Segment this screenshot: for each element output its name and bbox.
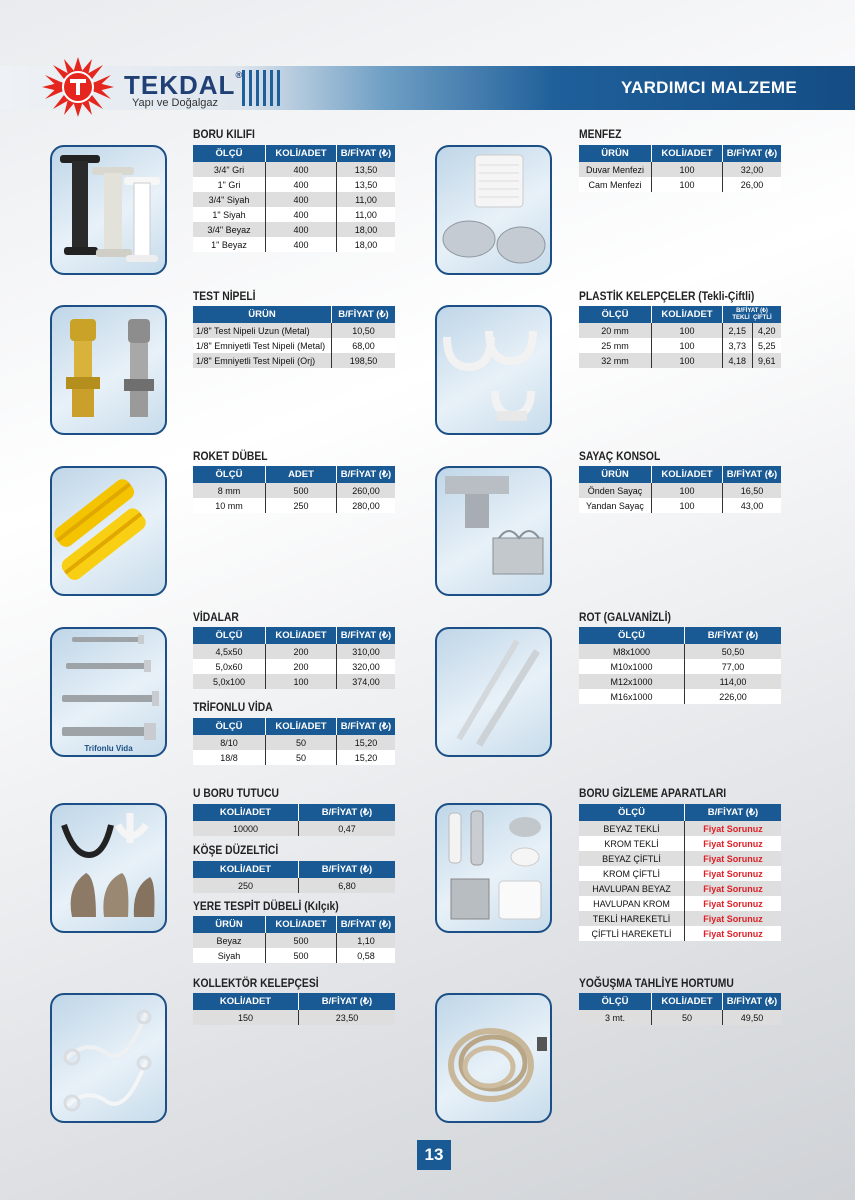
col-header: B/FİYAT (₺) — [685, 804, 782, 821]
col-header: KOLİ/ADET — [266, 627, 337, 644]
pipe-sleeve-image — [52, 147, 165, 273]
table-row — [193, 933, 395, 948]
col-header: ÜRÜN — [193, 916, 266, 933]
table-cell: 0,58 — [337, 948, 396, 963]
table-row — [193, 878, 395, 893]
table-cell: 32,00 — [723, 162, 782, 177]
table-row — [579, 836, 781, 851]
col-header: B/FİYAT (₺) — [299, 804, 396, 821]
table-cell: 50 — [266, 750, 337, 765]
roket-dubel-title: ROKET DÜBEL — [193, 449, 268, 463]
table-cell: 11,00 — [337, 207, 396, 222]
col-header: B/FİYAT (₺) — [723, 993, 782, 1010]
col-header: ÖLÇÜ — [193, 466, 266, 483]
menfez-title: MENFEZ — [579, 127, 622, 141]
yogusma-title: YOĞUŞMA TAHLİYE HORTUMU — [579, 976, 734, 990]
table-cell: BEYAZ TEKLİ — [579, 821, 685, 836]
col-header: B/FİYAT (₺) — [332, 306, 396, 323]
table-cell: 200 — [266, 659, 337, 674]
table-cell: ÇİFTLİ HAREKETLİ — [579, 926, 685, 941]
col-header: KOLİ/ADET — [193, 861, 299, 878]
table-cell: 18,00 — [337, 222, 396, 237]
table-cell: 2,15 — [723, 323, 753, 338]
col-header: B/FİYAT (₺) — [299, 993, 396, 1010]
col-header: B/FİYAT (₺) — [337, 718, 396, 735]
table-cell: 49,50 — [723, 1010, 782, 1025]
rot-title: ROT (GALVANİZLİ) — [579, 610, 671, 624]
table-cell: Cam Menfezi — [579, 177, 652, 192]
table-cell: 15,20 — [337, 735, 396, 750]
table-cell: 400 — [266, 192, 337, 207]
table-cell: 5,25 — [752, 338, 781, 353]
table-cell: 50,50 — [685, 644, 782, 659]
table-row — [193, 192, 395, 207]
sayac-table — [579, 466, 781, 513]
table-cell: 400 — [266, 237, 337, 252]
wall-plug-image — [52, 468, 165, 594]
kollektor-title: KOLLEKTÖR KELEPÇESİ — [193, 976, 319, 990]
plastik-photo — [435, 305, 552, 435]
vidalar-photo — [50, 627, 167, 757]
table-cell: 26,00 — [723, 177, 782, 192]
table-row — [579, 689, 781, 704]
table-cell: 226,00 — [685, 689, 782, 704]
table-cell: 11,00 — [337, 192, 396, 207]
col-header: KOLİ/ADET — [652, 466, 723, 483]
table-row — [579, 177, 781, 192]
pipe-cover-image — [437, 805, 550, 931]
subheader-tekli: TEKLİ — [732, 314, 750, 321]
subheader-ciftli: ÇİFTLİ — [753, 314, 772, 321]
table-row — [193, 750, 395, 765]
table-cell: 1" Siyah — [193, 207, 266, 222]
kollektor-table — [193, 993, 395, 1025]
table-row — [579, 162, 781, 177]
table-cell: 100 — [652, 483, 723, 498]
table-row — [193, 1010, 395, 1025]
table-cell: 1/8" Test Nipeli Uzun (Metal) — [193, 323, 332, 338]
table-cell: 500 — [266, 933, 337, 948]
table-row — [193, 948, 395, 963]
table-cell: M16x1000 — [579, 689, 685, 704]
table-cell: 100 — [652, 177, 723, 192]
table-cell: 4,20 — [752, 323, 781, 338]
table-row — [579, 851, 781, 866]
col-header: B/FİYAT (₺) — [723, 466, 782, 483]
col-header: ÜRÜN — [579, 466, 652, 483]
subheader-row — [725, 315, 779, 322]
table-cell: M8x1000 — [579, 644, 685, 659]
table-row — [193, 162, 395, 177]
yogusma-photo — [435, 993, 552, 1123]
gizleme-table — [579, 804, 781, 941]
brand-name: TEKDAL® — [124, 70, 244, 100]
table-cell: Fiyat Sorunuz — [685, 896, 782, 911]
table-cell: 8 mm — [193, 483, 266, 498]
table-cell: 5,0x100 — [193, 674, 266, 689]
col-header: ÜRÜN — [579, 145, 652, 162]
plastik-table — [579, 306, 781, 368]
table-cell: Siyah — [193, 948, 266, 963]
table-row — [579, 323, 781, 338]
table-cell: 200 — [266, 644, 337, 659]
table-cell: 150 — [193, 1010, 299, 1025]
tekdal-logo-icon — [38, 56, 118, 118]
table-cell: 1/8" Emniyetli Test Nipeli (Orj) — [193, 353, 332, 368]
table-row — [579, 881, 781, 896]
table-cell: 100 — [266, 674, 337, 689]
table-cell: Fiyat Sorunuz — [685, 866, 782, 881]
header-stripes — [242, 70, 280, 106]
table-cell: Duvar Menfezi — [579, 162, 652, 177]
table-cell: 0,47 — [299, 821, 396, 836]
vidalar-table — [193, 627, 395, 689]
table-cell: 100 — [652, 162, 723, 177]
kollektor-photo — [50, 993, 167, 1123]
table-cell: 20 mm — [579, 323, 652, 338]
col-header: B/FİYAT (₺) — [736, 307, 768, 314]
table-cell: 100 — [652, 323, 723, 338]
table-cell: 400 — [266, 207, 337, 222]
table-cell: 23,50 — [299, 1010, 396, 1025]
gizleme-photo — [435, 803, 552, 933]
table-row — [579, 498, 781, 513]
table-cell: 6,80 — [299, 878, 396, 893]
table-cell: 9,61 — [752, 353, 781, 368]
boru-kilifi-photo — [50, 145, 167, 275]
table-cell: 43,00 — [723, 498, 782, 513]
table-row — [193, 659, 395, 674]
col-header: B/FİYAT (₺) — [337, 466, 396, 483]
table-cell: TEKLİ HAREKETLİ — [579, 911, 685, 926]
table-cell: Beyaz — [193, 933, 266, 948]
kose-duzeltici-title: KÖŞE DÜZELTİCİ — [193, 843, 279, 857]
table-cell: 3,73 — [723, 338, 753, 353]
table-cell: 18/8 — [193, 750, 266, 765]
test-nipeli-table — [193, 306, 395, 368]
col-header: KOLİ/ADET — [266, 718, 337, 735]
test-nipple-image — [52, 307, 165, 433]
yere-tespit-title: YERE TESPİT DÜBELİ (Kılçık) — [193, 899, 339, 913]
col-header: B/FİYAT (₺) — [685, 627, 782, 644]
table-row — [193, 498, 395, 513]
col-header: KOLİ/ADET — [652, 993, 723, 1010]
table-cell: 198,50 — [332, 353, 396, 368]
table-cell: 25 mm — [579, 338, 652, 353]
page-number: 13 — [417, 1140, 451, 1170]
col-header: ÖLÇÜ — [579, 804, 685, 821]
u-boru-table — [193, 804, 395, 836]
table-cell: 3/4" Beyaz — [193, 222, 266, 237]
table-row — [193, 207, 395, 222]
table-cell: KROM TEKLİ — [579, 836, 685, 851]
table-cell: 5,0x60 — [193, 659, 266, 674]
col-header: KOLİ/ADET — [266, 916, 337, 933]
table-cell: 10000 — [193, 821, 299, 836]
table-cell: 15,20 — [337, 750, 396, 765]
col-header: B/FİYAT (₺) — [337, 916, 396, 933]
table-row — [193, 674, 395, 689]
table-row — [579, 674, 781, 689]
table-cell: KROM ÇİFTLİ — [579, 866, 685, 881]
table-row — [579, 911, 781, 926]
menfez-table — [579, 145, 781, 192]
test-nipeli-photo — [50, 305, 167, 435]
table-cell: 4,5x50 — [193, 644, 266, 659]
col-header: KOLİ/ADET — [193, 993, 299, 1010]
table-row — [193, 353, 395, 368]
table-row — [193, 222, 395, 237]
table-cell: 260,00 — [337, 483, 396, 498]
sayac-title: SAYAÇ KONSOL — [579, 449, 661, 463]
rot-photo — [435, 627, 552, 757]
table-row — [579, 896, 781, 911]
brand-tagline: Yapı ve Doğalgaz — [132, 97, 219, 109]
table-row — [579, 821, 781, 836]
u-boru-title: U BORU TUTUCU — [193, 786, 279, 800]
table-cell: 310,00 — [337, 644, 396, 659]
table-cell: 1/8" Emniyetli Test Nipeli (Metal) — [193, 338, 332, 353]
price-header — [723, 306, 782, 323]
plastik-title: PLASTİK KELEPÇELER (Tekli-Çiftli) — [579, 289, 755, 303]
table-cell: 374,00 — [337, 674, 396, 689]
yere-tespit-table — [193, 916, 395, 963]
rot-table — [579, 627, 781, 704]
roket-dubel-photo — [50, 466, 167, 596]
table-cell: Yandan Sayaç — [579, 498, 652, 513]
boru-kilifi-title: BORU KILIFI — [193, 127, 255, 141]
test-nipeli-title: TEST NİPELİ — [193, 289, 256, 303]
table-cell: 100 — [652, 498, 723, 513]
table-cell: 50 — [652, 1010, 723, 1025]
table-row — [579, 926, 781, 941]
table-cell: Fiyat Sorunuz — [685, 881, 782, 896]
table-cell: 250 — [193, 878, 299, 893]
table-row — [193, 338, 395, 353]
table-row — [193, 483, 395, 498]
table-cell: 50 — [266, 735, 337, 750]
table-cell: 10,50 — [332, 323, 396, 338]
table-cell: 250 — [266, 498, 337, 513]
table-row — [579, 338, 781, 353]
table-cell: M12x1000 — [579, 674, 685, 689]
col-header: KOLİ/ADET — [652, 145, 723, 162]
table-row — [193, 821, 395, 836]
table-row — [193, 644, 395, 659]
roket-dubel-table — [193, 466, 395, 513]
table-row — [193, 735, 395, 750]
col-header: ÖLÇÜ — [193, 145, 266, 162]
table-cell: 32 mm — [579, 353, 652, 368]
table-cell: 400 — [266, 177, 337, 192]
table-row — [579, 1010, 781, 1025]
col-header: B/FİYAT (₺) — [337, 145, 396, 162]
table-cell: 13,50 — [337, 162, 396, 177]
col-header: B/FİYAT (₺) — [723, 145, 782, 162]
table-cell: 77,00 — [685, 659, 782, 674]
table-cell: 10 mm — [193, 498, 266, 513]
trifonlu-vida-title: TRİFONLU VİDA — [193, 700, 273, 714]
meter-bracket-image — [437, 468, 550, 594]
plastic-clamp-image — [437, 307, 550, 433]
page-title: YARDIMCI MALZEME — [620, 78, 797, 97]
table-cell: 3/4" Gri — [193, 162, 266, 177]
table-cell: Önden Sayaç — [579, 483, 652, 498]
col-header: ÖLÇÜ — [579, 627, 685, 644]
table-cell: HAVLUPAN BEYAZ — [579, 881, 685, 896]
table-cell: 400 — [266, 222, 337, 237]
table-cell: 3 mt. — [579, 1010, 652, 1025]
vidalar-title: VİDALAR — [193, 610, 239, 624]
table-cell: 1,10 — [337, 933, 396, 948]
table-cell: HAVLUPAN KROM — [579, 896, 685, 911]
pipe-clips-image — [52, 805, 165, 931]
table-row — [193, 323, 395, 338]
col-header: ÜRÜN — [193, 306, 332, 323]
col-header: ÖLÇÜ — [193, 718, 266, 735]
table-cell: 320,00 — [337, 659, 396, 674]
table-cell: 13,50 — [337, 177, 396, 192]
menfez-photo — [435, 145, 552, 275]
table-cell: 18,00 — [337, 237, 396, 252]
table-cell: 500 — [266, 483, 337, 498]
table-cell: 3/4" Siyah — [193, 192, 266, 207]
screws-image — [52, 629, 165, 755]
table-cell: Fiyat Sorunuz — [685, 911, 782, 926]
table-cell: Fiyat Sorunuz — [685, 836, 782, 851]
table-row — [579, 866, 781, 881]
kose-duzeltici-table — [193, 861, 395, 893]
table-row — [193, 177, 395, 192]
table-cell: 68,00 — [332, 338, 396, 353]
col-header: ÖLÇÜ — [579, 306, 652, 323]
table-row — [193, 237, 395, 252]
condensate-hose-image — [437, 995, 550, 1121]
table-cell: 1" Gri — [193, 177, 266, 192]
table-cell: BEYAZ ÇİFTLİ — [579, 851, 685, 866]
table-cell: 100 — [652, 353, 723, 368]
table-row — [579, 483, 781, 498]
u-boru-photo — [50, 803, 167, 933]
table-cell: Fiyat Sorunuz — [685, 926, 782, 941]
boru-kilifi-table — [193, 145, 395, 252]
yogusma-table — [579, 993, 781, 1025]
table-cell: 114,00 — [685, 674, 782, 689]
table-cell: 16,50 — [723, 483, 782, 498]
trifonlu-vida-caption: Trifonlu Vida — [84, 744, 133, 753]
table-cell: 400 — [266, 162, 337, 177]
col-header: ÖLÇÜ — [193, 627, 266, 644]
col-header: B/FİYAT (₺) — [299, 861, 396, 878]
table-cell: 1" Beyaz — [193, 237, 266, 252]
table-cell: M10x1000 — [579, 659, 685, 674]
table-cell: 500 — [266, 948, 337, 963]
table-row — [579, 659, 781, 674]
collector-clamp-image — [52, 995, 165, 1121]
col-header: KOLİ/ADET — [652, 306, 723, 323]
table-cell: Fiyat Sorunuz — [685, 851, 782, 866]
table-cell: 100 — [652, 338, 723, 353]
threaded-rod-image — [437, 629, 550, 755]
table-row — [579, 644, 781, 659]
col-header: ADET — [266, 466, 337, 483]
table-row — [579, 353, 781, 368]
table-cell: 280,00 — [337, 498, 396, 513]
col-header: ÖLÇÜ — [579, 993, 652, 1010]
trifonlu-vida-table — [193, 718, 395, 765]
table-cell: Fiyat Sorunuz — [685, 821, 782, 836]
vent-image — [437, 147, 550, 273]
col-header: KOLİ/ADET — [266, 145, 337, 162]
gizleme-title: BORU GİZLEME APARATLARI — [579, 786, 727, 800]
col-header: B/FİYAT (₺) — [337, 627, 396, 644]
sayac-photo — [435, 466, 552, 596]
table-cell: 8/10 — [193, 735, 266, 750]
col-header: KOLİ/ADET — [193, 804, 299, 821]
table-cell: 4,18 — [723, 353, 753, 368]
